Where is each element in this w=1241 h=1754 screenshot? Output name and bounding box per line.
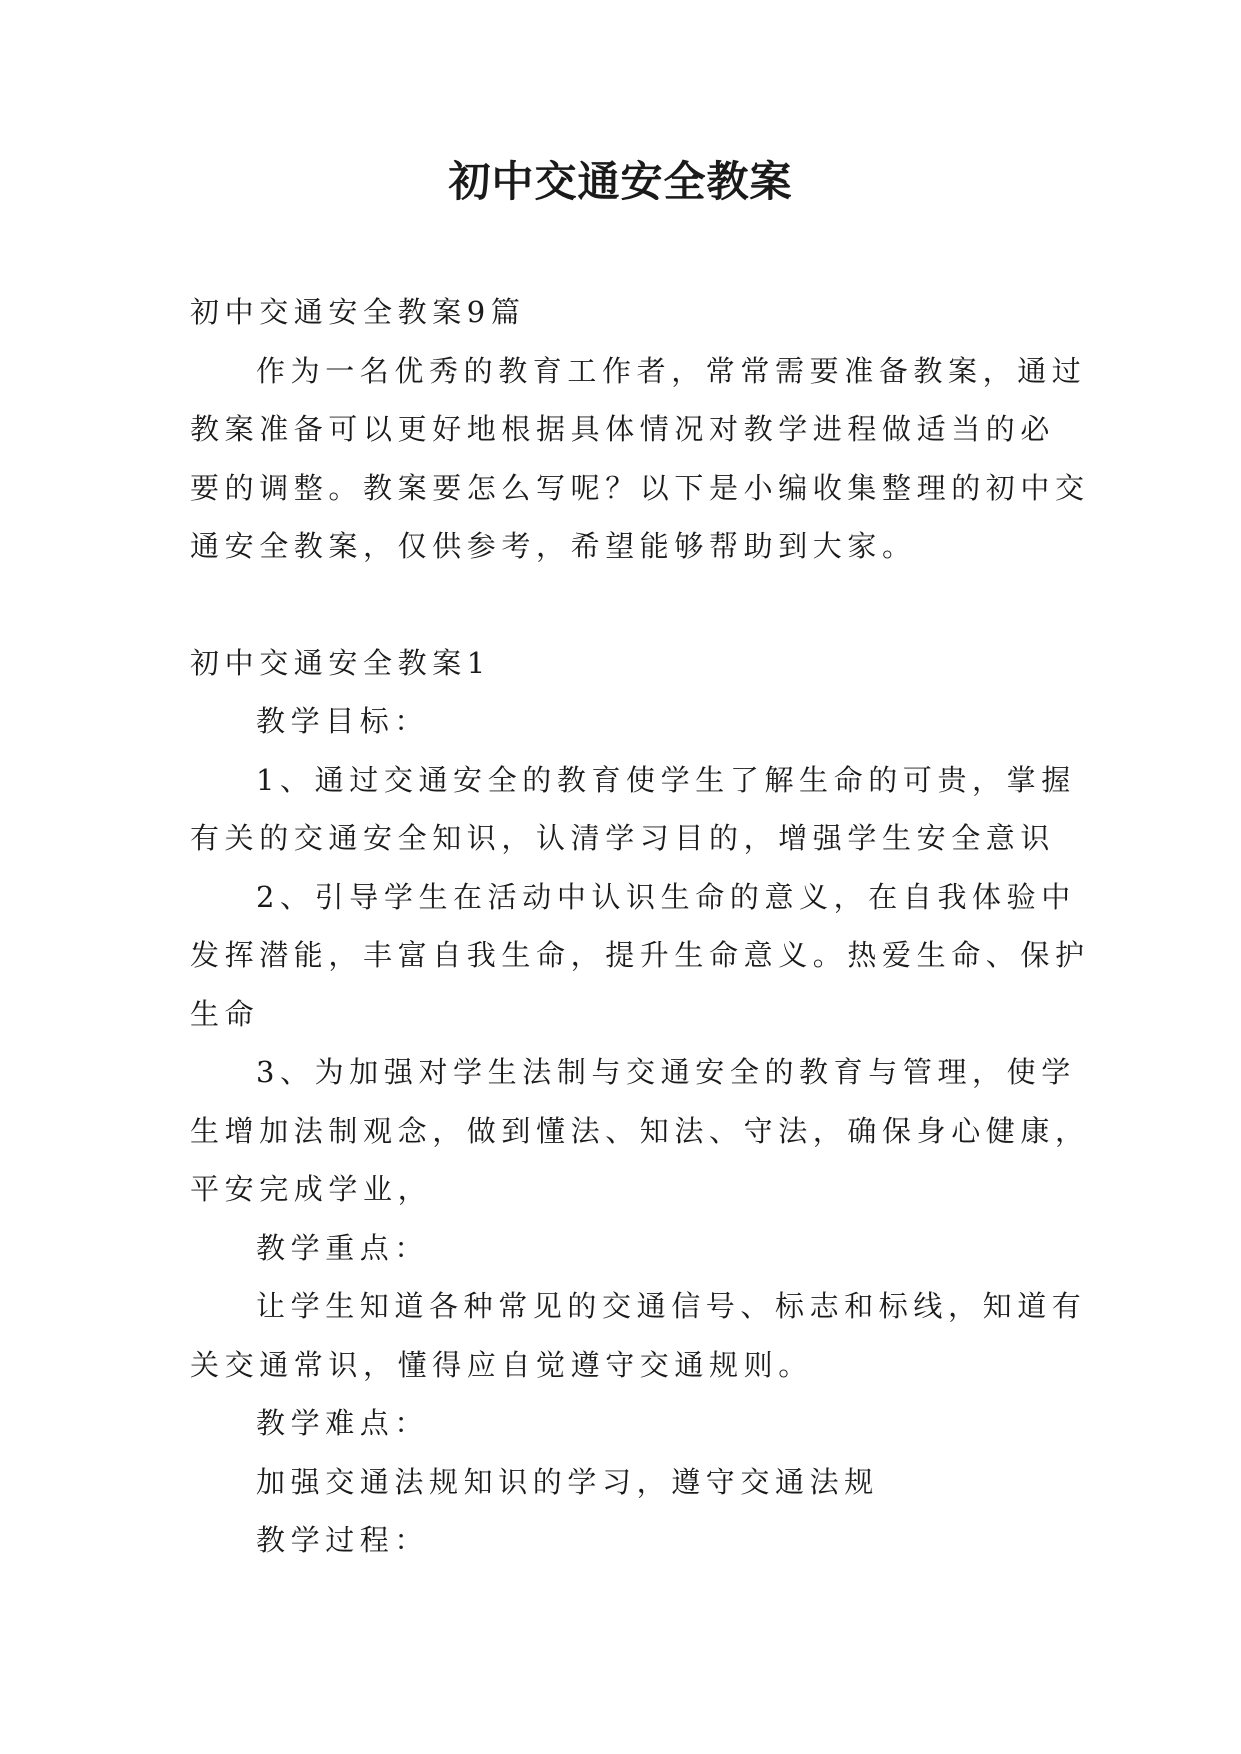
section-spacer: [190, 576, 1060, 634]
difficulty-text: 加强交通法规知识的学习，遵守交通法规: [256, 1464, 879, 1499]
goal-1-line: 1、通过交通安全的教育使学生了解生命的可贵，掌握: [256, 762, 1076, 797]
section-heading: 初中交通安全教案1: [190, 645, 491, 680]
goal-3-line: 生增加法制观念，做到懂法、知法、守法，确保身心健康，: [190, 1113, 1090, 1148]
goal-1-line: 有关的交通安全知识，认清学习目的，增强学生安全意识: [190, 821, 1056, 855]
goal-3-line: 平安完成学业，: [190, 1172, 433, 1206]
goal-2-line: 2、引导学生在活动中认识生命的意义，在自我体验中: [256, 879, 1076, 914]
goal-2-line: 发挥潜能，丰富自我生命，提升生命意义。热爱生命、保护: [190, 938, 1090, 972]
goal-2-line: 生命: [190, 996, 260, 1031]
difficulty-label: 教学难点：: [256, 1406, 430, 1440]
goal-3-line: 3、为加强对学生法制与交通安全的教育与管理，使学: [256, 1055, 1076, 1089]
document-title: 初中交通安全教案: [448, 157, 793, 206]
goals-label: 教学目标：: [256, 704, 430, 738]
document-body: [190, 283, 1090, 1570]
focus-line: 关交通常识，懂得应自觉遵守交通规则。: [190, 1347, 813, 1382]
process-label: 教学过程：: [256, 1523, 430, 1557]
document-subtitle: 初中交通安全教案9篇: [190, 295, 526, 329]
focus-line: 让学生知道各种常见的交通信号、标志和标线，知道有: [256, 1289, 1087, 1323]
intro-line: 通安全教案，仅供参考，希望能够帮助到大家。: [190, 529, 917, 563]
intro-line: 教案准备可以更好地根据具体情况对教学进程做适当的必: [190, 412, 1056, 446]
focus-label: 教学重点：: [256, 1230, 430, 1265]
intro-line: 作为一名优秀的教育工作者，常常需要准备教案，通过: [256, 353, 1087, 388]
intro-line: 要的调整。教案要怎么写呢？以下是小编收集整理的初中交: [190, 470, 1090, 505]
